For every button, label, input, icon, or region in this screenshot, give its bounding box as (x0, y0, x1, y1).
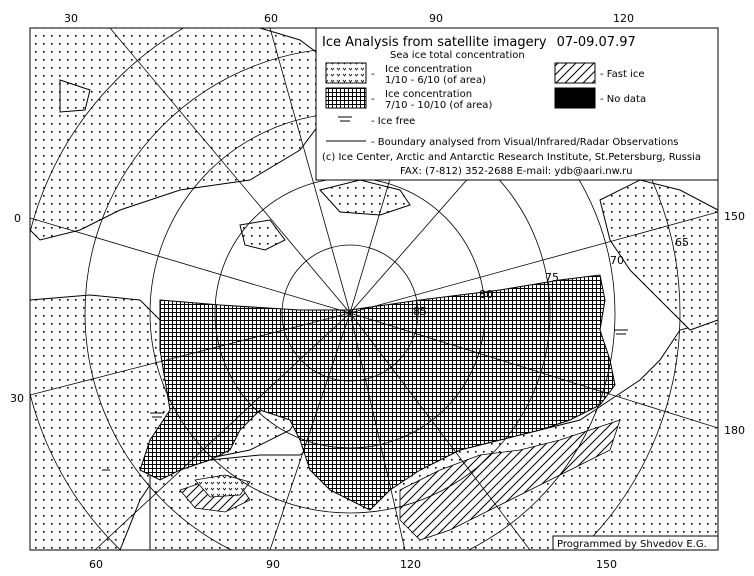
lon-label-top-90: 90 (429, 12, 443, 25)
lon-label-bottom-90: 90 (266, 558, 280, 571)
legend-dense-ice-swatch (326, 88, 366, 108)
legend-open-ice-line2: 1/10 - 6/10 (of area) (385, 75, 486, 86)
legend-fast-ice-swatch (555, 63, 595, 83)
legend-fast-ice-label: - Fast ice (600, 69, 645, 80)
lon-label-left-30: 30 (10, 392, 24, 405)
legend-no-data-swatch (555, 88, 595, 108)
legend (316, 28, 718, 180)
lon-label-top-30: 30 (64, 12, 78, 25)
lon-label-top-60: 60 (264, 12, 278, 25)
legend-open-ice-swatch (326, 63, 366, 83)
legend-ice-free-label: - Ice free (371, 116, 416, 127)
lat-label-75: 75 (545, 271, 559, 284)
legend-boundary-label: - Boundary analysed from Visual/Infrared/Radar Observations (371, 137, 679, 148)
lon-label-bottom-150: 150 (596, 558, 617, 571)
legend-open-ice-line1: Ice concentration (385, 64, 473, 75)
lat-label-80: 80 (479, 288, 493, 301)
legend-dash: - (371, 94, 375, 105)
credit-box (553, 536, 718, 550)
legend-dense-ice-line1: Ice concentration (385, 89, 473, 100)
legend-subtitle: Sea ice total concentration (390, 50, 525, 61)
credit-text: Programmed by Shvedov E.G. (557, 539, 707, 550)
legend-dense-ice-line2: 7/10 - 10/10 (of area) (385, 100, 493, 111)
legend-no-data-label: - No data (600, 94, 647, 105)
lon-label-right-150: 150 (724, 210, 745, 223)
legend-copyright: (c) Ice Center, Arctic and Antarctic Research Institute, St.Petersburg, Russia (322, 152, 701, 163)
lon-label-right-180: 180 (724, 424, 745, 437)
lat-label-70: 70 (610, 254, 624, 267)
lat-label-65: 65 (675, 236, 689, 249)
lat-label-85: 85 (413, 305, 427, 318)
lon-label-bottom-120: 120 (400, 558, 421, 571)
lon-label-left-0: 0 (14, 212, 21, 225)
legend-dash: - (371, 69, 375, 80)
legend-contact: FAX: (7-812) 352-2688 E-mail: ydb@aari.nw.ru (400, 166, 633, 177)
lon-label-top-120: 120 (613, 12, 634, 25)
legend-title: Ice Analysis from satellite imagery 07-09.07.97 (322, 35, 636, 50)
lon-label-bottom-60: 60 (89, 558, 103, 571)
